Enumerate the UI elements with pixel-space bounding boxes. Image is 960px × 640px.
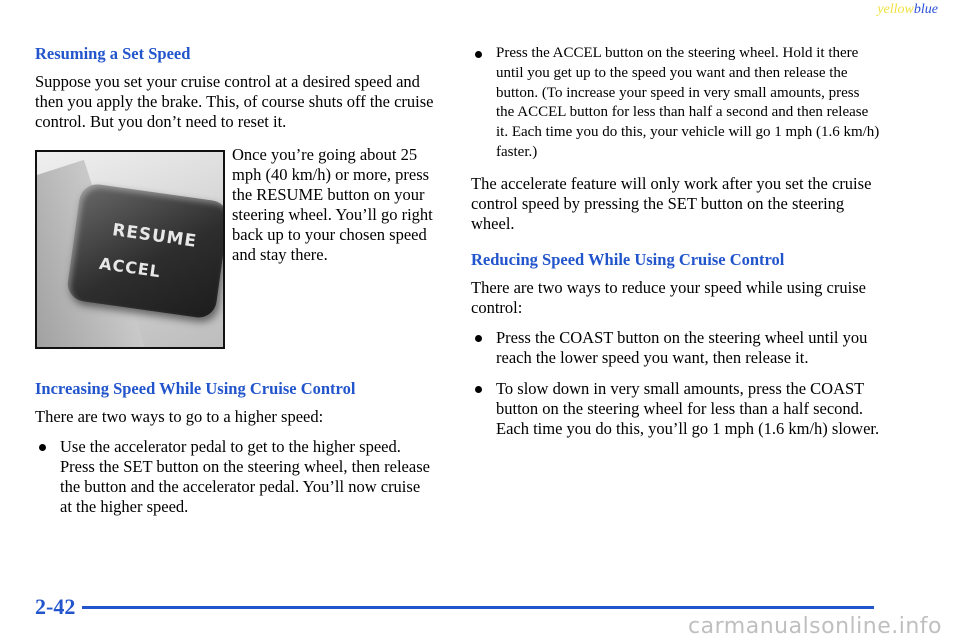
right-column <box>471 44 881 450</box>
corner-yellow: yellow <box>877 2 914 17</box>
increase-heading: Increasing Speed While Using Cruise Control <box>35 379 356 398</box>
list-item <box>471 379 881 439</box>
photo-label-accel: ACCEL <box>98 253 163 282</box>
resume-heading: Resuming a Set Speed <box>35 44 191 63</box>
list-item <box>471 44 881 163</box>
resume-figure <box>35 145 435 359</box>
list-item <box>471 328 881 368</box>
bullet-text: Use the accelerator pedal to get to the higher speed. Press the SET button on the steering wheel, then release the button and the accelerator pedal. You’ll now cruise at the higher speed. <box>60 437 430 516</box>
corner-blue: blue <box>913 2 938 17</box>
bullet-text: Press the COAST button on the steering wheel until you reach the lower speed you want, then release it. <box>496 327 868 367</box>
resume-paragraph: Suppose you set your cruise control at a desired speed and then you apply the brake. This, of course shuts off the cruise control. But you don’t need to reset it. <box>35 72 434 131</box>
resume-accel-button-photo <box>35 150 225 349</box>
reduce-intro: There are two ways to reduce your speed while using cruise control: <box>471 277 866 317</box>
photo-label-resume: RESUME <box>111 220 199 252</box>
bullet-dot-icon <box>475 51 482 58</box>
bullet-dot-icon <box>475 386 482 393</box>
button-shape <box>66 182 225 320</box>
bullet-text: To slow down in very small amounts, press the COAST button on the steering wheel for less than a half second. Each time you do this, you’ll go 1 mph (1.6 km/h) slower. <box>496 378 880 438</box>
increase-intro: There are two ways to go to a higher speed: <box>35 407 324 426</box>
left-column <box>35 44 435 528</box>
accel-note: The accelerate feature will only work after you set the cruise control speed by pressing the SET button on the steering wheel. <box>471 173 872 233</box>
footer-rule <box>82 606 874 609</box>
corner-label <box>877 2 938 18</box>
bullet-dot-icon <box>475 335 482 342</box>
reduce-heading: Reducing Speed While Using Cruise Control <box>471 249 785 269</box>
page-number: 2-42 <box>35 594 76 619</box>
accel-bullet-text: Press the ACCEL button on the steering wheel. Hold it there until you get up to the speed you want and then release the button. (To increase your speed in very small amounts, press the ACCEL button for less than half a second and then release it. Each time you do this, your vehicle will go 1 mph (1.6 km/h) faster.) <box>496 45 880 160</box>
list-item <box>35 437 435 517</box>
figure-caption: Once you’re going about 25 mph (40 km/h) or more, press the RESUME button on your steering wheel. You’ll go right back up to your chosen speed and stay there. <box>232 145 433 264</box>
bullet-dot-icon <box>39 444 46 451</box>
watermark: carmanualsonline.info <box>688 614 942 639</box>
